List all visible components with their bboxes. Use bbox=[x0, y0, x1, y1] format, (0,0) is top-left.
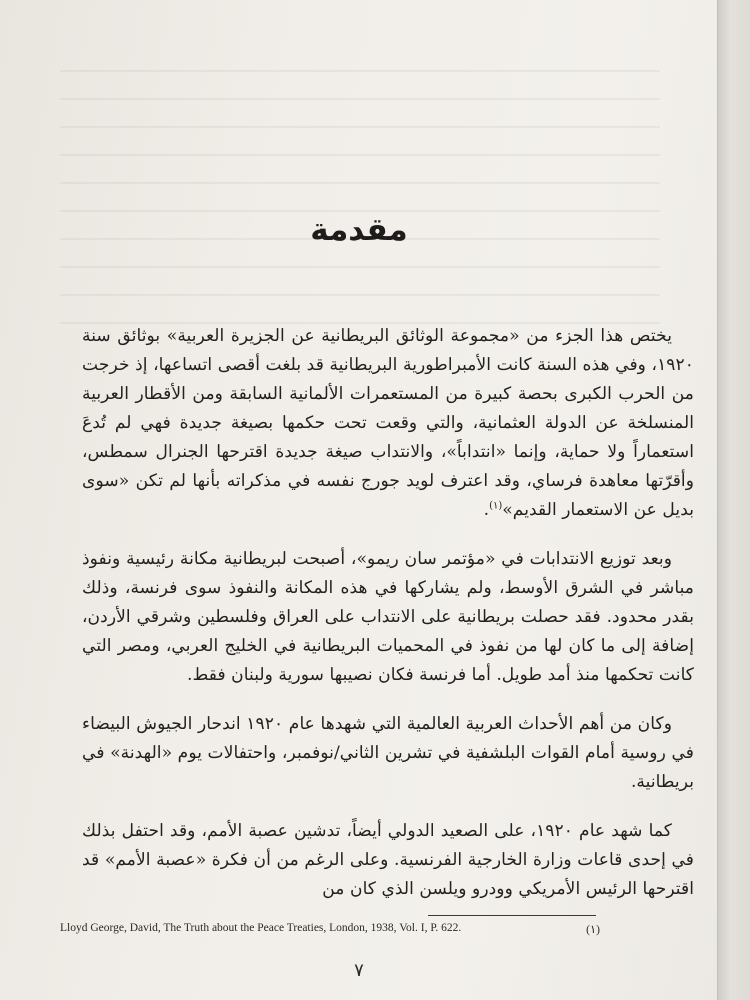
paragraph-3: وكان من أهم الأحداث العربية العالمية التي شهدها عام ١٩٢٠ اندحار الجيوش البيضاء في روسية أمام القوات البلشفية في تشرين الثاني/نوفمبر، واحتفالات يوم «الهدنة» في بريطانية. bbox=[82, 714, 694, 792]
page-number: ٧ bbox=[354, 960, 364, 981]
paragraph-2: وبعد توزيع الانتدابات في «مؤتمر سان ريمو»، أصبحت لبريطانية مكانة رئيسية ونفوذ مباشر في الشرق الأوسط، ولم يشاركها في هذه المكانة والنفوذ سوى فرنسة، وذلك بقدر محدود. فقد حصلت بريطانية على الانتداب على العراق وفلسطين وشرقي الأردن، إضافة إلى ما كان لها من نفوذ في المحميات البريطانية في الخليج العربي، ومصر التي كانت تحكمها منذ أمد طويل. أما فرنسة فكان نصيبها سورية ولبنان فقط. bbox=[82, 549, 694, 685]
footnote-text: Lloyd George, David, The Truth about the Peace Treaties, London, 1938, Vol. I, P. 622. bbox=[60, 922, 462, 934]
adjacent-page-edge bbox=[717, 0, 750, 1000]
page-title: مقدمة bbox=[310, 212, 408, 248]
paragraph-1-text: يختص هذا الجزء من «مجموعة الوثائق البريطانية عن الجزيرة العربية» بوثائق سنة ١٩٢٠، وفي هذه السنة كانت الأمبراطورية البريطانية قد بلغت أقصى اتساعها، إذ خرجت من الحرب الكبرى بحصة كبيرة من المستعمرات الألمانية السابقة ومن الأقطار العربية المنسلخة عن الدولة العثمانية، والتي وقعت تحت حكمها بصيغة جديدة فهي لم تُدعَ استعماراً ولا حماية، وإنما «انتداباً»، والانتداب صيغة جديدة اقترحها الجنرال سمطس، وأقرّتها معاهدة فرساي، وقد اعترف لويد جورج نفسه في مذكراته بأنها لم تكن «سوى بديل عن الاستعمار القديم» bbox=[82, 326, 694, 520]
paragraph-1: يختص هذا الجزء من «مجموعة الوثائق البريطانية عن الجزيرة العربية» بوثائق سنة ١٩٢٠، وفي هذه السنة كانت الأمبراطورية البريطانية قد بلغت أقصى اتساعها، إذ خرجت من الحرب الكبرى بحصة كبيرة من المستعمرات الألمانية السابقة ومن الأقطار العربية المنسلخة عن الدولة العثمانية، والتي وقعت تحت حكمها بصيغة جديدة فهي لم تُدعَ استعماراً ولا حماية، وإنما «انتداباً»، والانتداب صيغة جديدة اقترحها الجنرال سمطس، وأقرّتها معاهدة فرساي، وقد اعترف لويد جورج نفسه في مذكراته بأنها لم تكن «سوى بديل عن الاستعمار القديم»$^{(١)}$. bbox=[82, 326, 694, 520]
paragraph-4: كما شهد عام ١٩٢٠، على الصعيد الدولي أيضاً، تدشين عصبة الأمم، وقد احتفل بذلك في إحدى قاعات وزارة الخارجية الفرنسية. وعلى الرغم من أن فكرة «عصبة الأمم» قد اقترحها الرئيس الأمريكي وودرو ويلسن الذي كان من bbox=[82, 821, 694, 899]
footnote bbox=[60, 922, 600, 934]
footnote-number: (١) bbox=[586, 924, 600, 936]
body-text bbox=[82, 322, 694, 924]
footnote-reference: (١) bbox=[489, 500, 503, 512]
bleed-through-text bbox=[60, 70, 660, 330]
footnote-divider bbox=[428, 915, 596, 916]
